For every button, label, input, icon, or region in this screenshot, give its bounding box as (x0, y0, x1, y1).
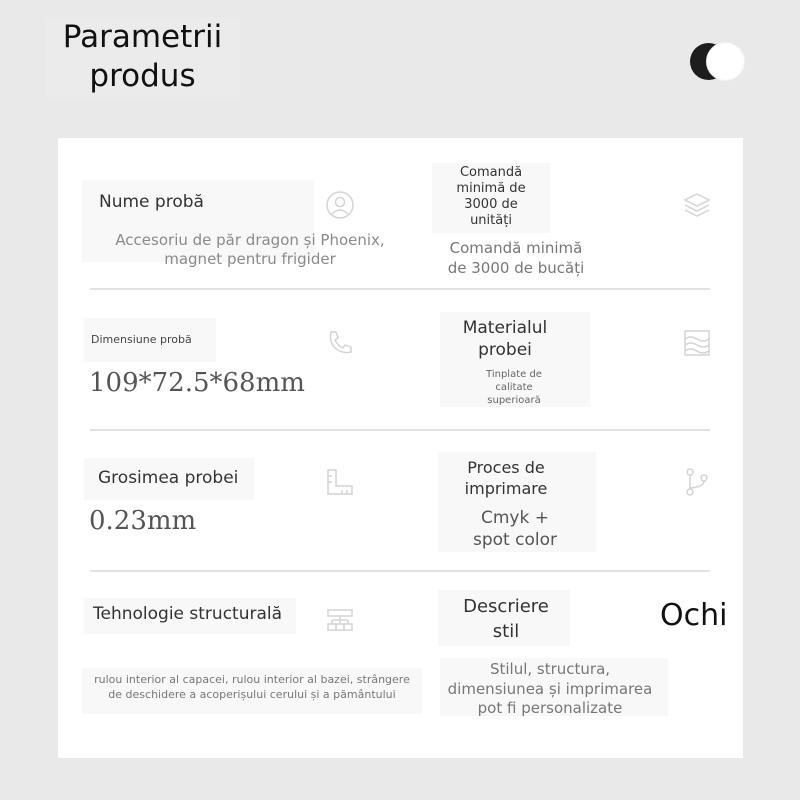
printing-process-value: Cmyk + spot color (473, 508, 557, 550)
style-description-label: Descriere stil (463, 596, 549, 642)
row-divider-3 (90, 570, 710, 572)
sample-thickness-value: 0.23mm (89, 506, 197, 536)
phone-icon (325, 328, 355, 358)
row-divider-2 (90, 429, 710, 431)
sample-thickness-label: Grosimea probei (98, 468, 239, 488)
sample-material-label: Materialul probei (462, 318, 548, 360)
structural-tech-value: rulou interior al capacei, rulou interior al bazei, strângere de deschidere a acoperișului cerului și a pământului (94, 673, 410, 701)
ruler-icon (325, 467, 355, 497)
user-icon (325, 190, 355, 220)
branch-icon (682, 467, 712, 497)
min-order-label: Comandă minimă de 3000 de unități (456, 165, 526, 228)
sample-name-label: Nume probă (99, 192, 204, 212)
sample-name-value: Accesoriu de păr dragon și Phoenix, magnet pentru frigider (115, 231, 385, 268)
ochi-text: Ochi (660, 598, 728, 633)
layers-icon (682, 190, 712, 220)
printing-process-label: Proces de imprimare (464, 458, 548, 498)
toggle-light-circle (707, 43, 744, 80)
min-order-value: Comandă minimă de 3000 de bucăți (447, 239, 585, 277)
structural-tech-label: Tehnologie structurală (93, 604, 283, 624)
material-icon (682, 328, 712, 358)
sample-dimension-value: 109*72.5*68mm (89, 368, 305, 398)
theme-toggle[interactable] (690, 42, 744, 80)
structure-icon (325, 606, 355, 636)
sample-material-value: Tinplate de calitate superioară (486, 369, 542, 406)
style-description-value: Stilul, structura, dimensiunea și imprimarea pot fi personalizate (447, 660, 653, 717)
page-title: Parametrii produs (45, 18, 240, 98)
sample-dimension-label: Dimensiune probă (91, 333, 192, 346)
row-divider-1 (90, 288, 710, 290)
